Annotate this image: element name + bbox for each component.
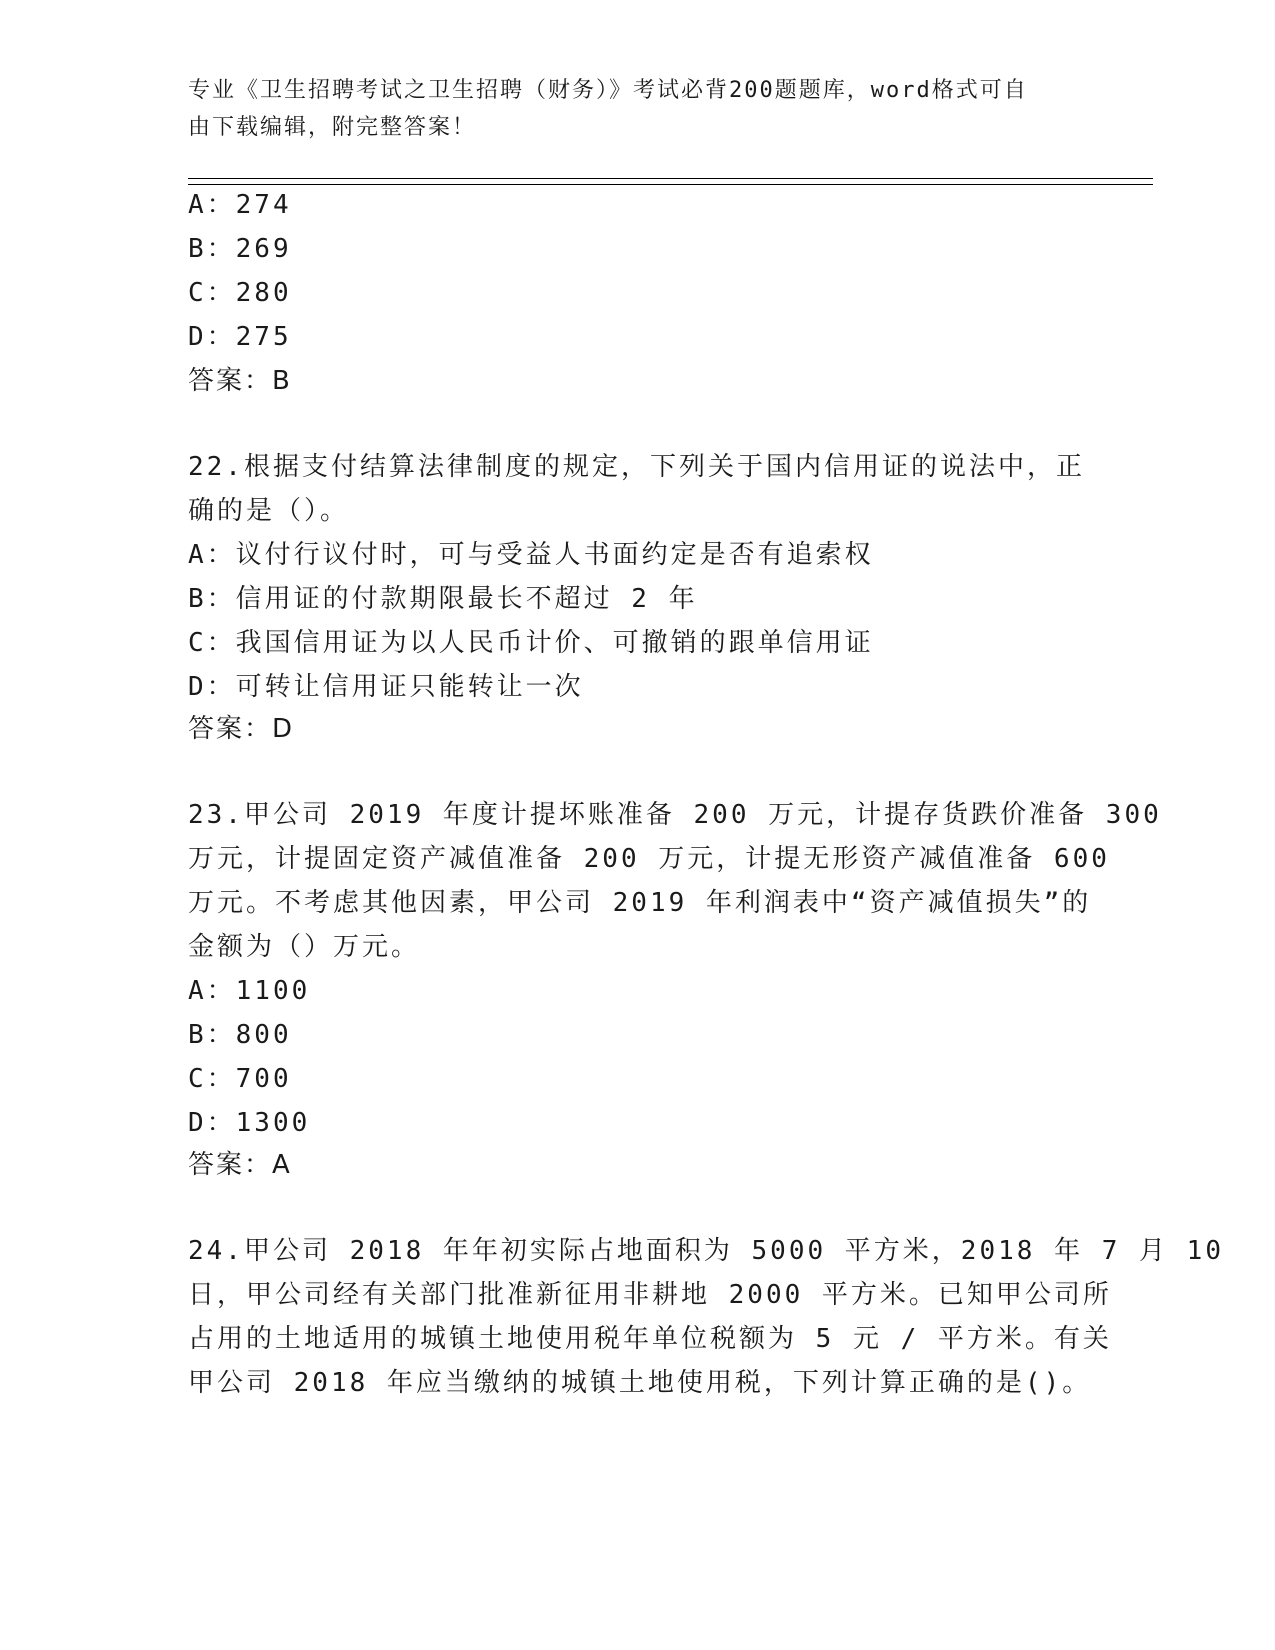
q23-stem-line-1: 23.甲公司 2019 年度计提坏账准备 200 万元，计提存货跌价准备 300 [188, 800, 1162, 830]
q23-stem-line-4: 金额为（）万元。 [188, 932, 421, 962]
document-header [188, 72, 1068, 146]
q24-stem-line-2: 日，甲公司经有关部门批准新征用非耕地 2000 平方米。已知甲公司所 [188, 1280, 1112, 1310]
q21-option-b: B：269 [188, 234, 292, 264]
q22-stem-line-1: 22.根据支付结算法律制度的规定，下列关于国内信用证的说法中，正 [188, 452, 1085, 482]
q24-stem-line-3: 占用的土地适用的城镇土地使用税年单位税额为 5 元 / 平方米。有关 [188, 1324, 1112, 1354]
q23-option-a: A：1100 [188, 976, 311, 1006]
q23-option-c: C：700 [188, 1064, 292, 1094]
q22-option-c: C：我国信用证为以人民币计价、可撤销的跟单信用证 [188, 628, 874, 658]
header-rule-bottom [188, 184, 1153, 185]
q24-stem-line-4: 甲公司 2018 年应当缴纳的城镇土地使用税，下列计算正确的是()。 [188, 1368, 1092, 1398]
q23-option-d: D：1300 [188, 1108, 311, 1138]
header-line-1: 专业《卫生招聘考试之卫生招聘（财务）》考试必背200题题库，word格式可自 [188, 78, 1028, 103]
q21-answer: 答案：B [188, 366, 292, 396]
q23-stem-line-3: 万元。不考虑其他因素，甲公司 2019 年利润表中“资产减值损失”的 [188, 888, 1092, 918]
q22-answer: 答案：D [188, 714, 295, 744]
header-rule-top [188, 178, 1153, 179]
q24-stem-line-1: 24.甲公司 2018 年年初实际占地面积为 5000 平方米，2018 年 7 月 10 [188, 1236, 1224, 1266]
q21-option-d: D：275 [188, 322, 292, 352]
q22-option-b: B：信用证的付款期限最长不超过 2 年 [188, 584, 698, 614]
q23-option-b: B：800 [188, 1020, 292, 1050]
q22-stem-line-2: 确的是（）。 [188, 496, 350, 526]
q21-option-a: A：274 [188, 190, 292, 220]
q21-option-c: C：280 [188, 278, 292, 308]
q22-option-a: A：议付行议付时，可与受益人书面约定是否有追索权 [188, 540, 874, 570]
header-line-2: 由下载编辑，附完整答案！ [188, 115, 477, 140]
q23-answer: 答案：A [188, 1150, 292, 1180]
q23-stem-line-2: 万元，计提固定资产减值准备 200 万元，计提无形资产减值准备 600 [188, 844, 1110, 874]
q22-option-d: D：可转让信用证只能转让一次 [188, 672, 584, 702]
